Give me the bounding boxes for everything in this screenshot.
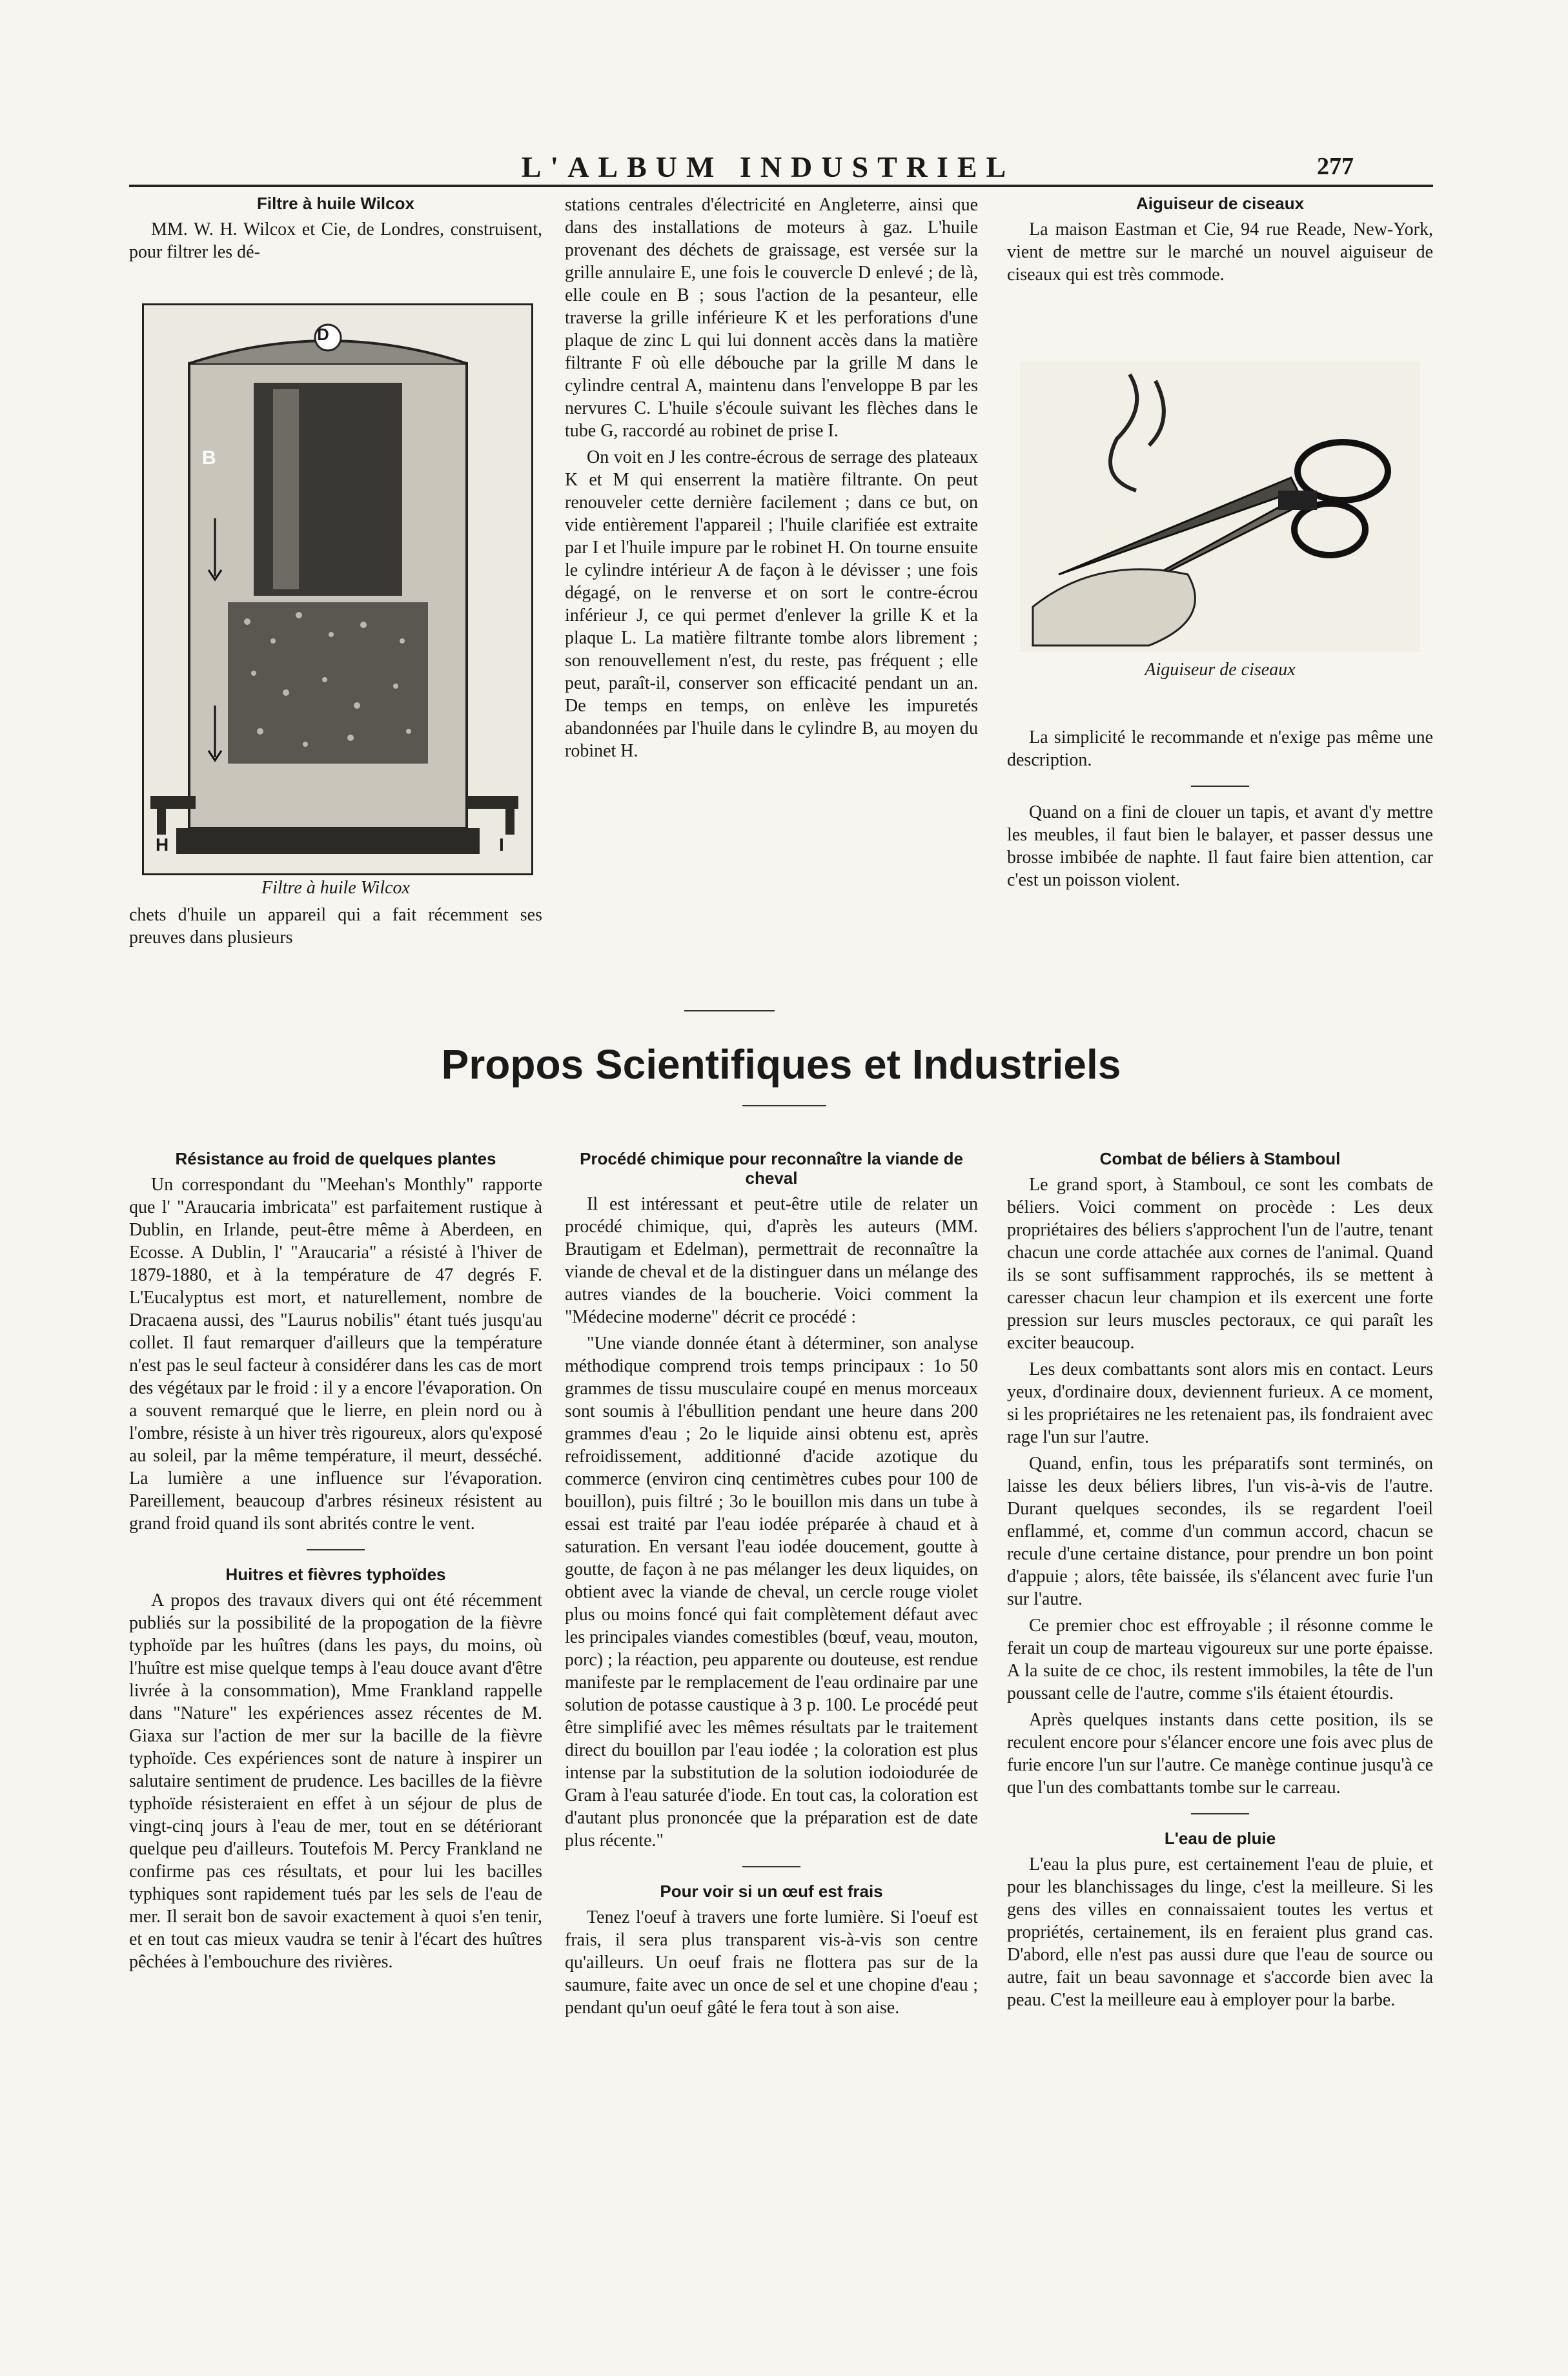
banner-top-rule	[684, 1010, 775, 1011]
oeuf-p1: Tenez l'oeuf à travers une forte lumière. Si l'oeuf est frais, il sera plus transparent vis-à-vis son centre qu'ailleurs. Un oeuf frais ne flottera pas sur de la saumure, faite avec un once de sel et une chopine d'eau ; pendant qu'un oeuf gâté le fera tout à son aise.	[565, 1907, 978, 2018]
wilcox-filter-illustration	[144, 305, 531, 873]
page-number: 277	[1317, 153, 1354, 180]
huitres-p1: A propos des travaux divers qui ont été récemment publiés sur la possibilité de la propogation de la fièvre typhoïde par les huîtres (dans les pays, du moins, où l'huître est mise quelque temps à l'eau douce avant d'être livrée à la consommation), Mme Frankland rappelle dans "Nature" les expériences assez récentes de M. Giaxa sur l'action de mer sur la bacille de la fièvre typhoïde. Ces expériences sont de nature à inspirer un salutaire sentiment de prudence. Les bacilles de la fièvre typhoïde résisteraient en effet à un séjour de plus de vingt-cinq jours à l'eau de mer, tout en se détériorant quelque peu d'ailleurs. Toutefois M. Percy Frankland ne confirme pas ces résultats, et pour lui les bacilles typhiques sont rapidement tués par les sels de l'eau de mer. Il serait bon de savoir exactement à quoi s'en tenir, et en tout cas mieux vaudra se tenir à l'écart des huîtres pêchées à l'embouchure des rivières.	[129, 1590, 542, 1972]
beliers-heading: Combat de béliers à Stamboul	[1099, 1149, 1341, 1168]
wilcox-article	[129, 194, 542, 267]
oeuf-heading: Pour voir si un œuf est frais	[660, 1882, 883, 1901]
divider	[1191, 786, 1249, 787]
wilcox-col2-p1: stations centrales d'électricité en Angleterre, ainsi que dans des installations de moteurs à gaz. L'huile provenant des déchets de graissage, est versée sur la grille annulaire E, une fois le couvercle D enlevé ; de là, elle coule en B ; sous l'action de la pesanteur, elle traverse la grille inférieure K et les perforations d'une plaque de zinc L qui lui donnent accès dans la matière filtrante F où elle débouche par la grille M dans le cylindre central A, maintenu dans l'enveloppe B par les nervures C. L'huile s'écoule suivant les flèches dans le tube G, raccordé au robinet de prise I.	[565, 195, 978, 441]
divider	[307, 1549, 365, 1550]
lower-col-1	[129, 1149, 542, 1977]
procede-p1: Il est intéressant et peut-être utile de relater un procédé chimique, qui, d'après les auteurs (MM. Brautigam et Edelman), permettrait de reconnaître la viande de cheval et de la distinguer dans un mélange des autres viandes de la boucherie. Voici comment la "Médecine moderne" décrit ce procédé :	[565, 1194, 978, 1327]
label-d: D	[317, 325, 329, 344]
scissors-figure	[1020, 361, 1420, 652]
aiguiseur-p1: La maison Eastman et Cie, 94 rue Reade, New-York, vient de mettre sur le marché un nouvel aiguiseur de ciseaux qui est très commode.	[1007, 219, 1433, 285]
aiguiseur-article	[1007, 194, 1433, 290]
aiguiseur-p3: Quand on a fini de clouer un tapis, et avant d'y mettre les meubles, il faut bien le balayer, et passer dessus une brosse imbibée de naphte. Il faut faire bien attention, car c'est un poisson violent.	[1007, 802, 1433, 890]
aiguiseur-heading: Aiguiseur de ciseaux	[1135, 194, 1305, 213]
label-h: H	[156, 835, 169, 855]
beliers-p2: Les deux combattants sont alors mis en contact. Leurs yeux, d'ordinaire doux, deviennent furieux. A ce moment, si les propriétaires ne les retenaient pas, ils fondraient avec rage l'un sur l'autre.	[1007, 1359, 1433, 1447]
procede-p2: "Une viande donnée étant à déterminer, son analyse méthodique comprend trois temps principaux : 1o 50 grammes de tissu musculaire coupé en menus morceaux sont soumis à l'ébullition pendant une heure dans 200 grammes d'eau ; 2o le liquide ainsi obtenu est, après refroidissement, additionné d'acide azotique du commerce (environ cinq centimètres cubes pour 100 de bouillon), puis filtré ; 3o le bouillon mis dans un tube à essai est traité par l'eau iodée préparée à chaud et à saturation. En versant l'eau iodée doucement, goutte à goutte, de façon à ne pas mélanger les deux liquides, on obtient avec la viande de cheval, un cercle rouge violet plus ou moins foncé qui fait complètement défaut avec les principales viandes comestibles (bœuf, veau, mouton, porc) ; la réaction, peu apparente ou douteuse, est rendue manifeste par le remplacement de l'eau ordinaire par une solution de potasse caustique à 3 p. 100. Le procédé peut être simplifié avec les mêmes résultats par le traitement direct du bouillon par l'eau iodée ; la coloration est plus intense par la substitution de la solution iodoiodurée de Gram à l'eau saturée d'iode. En tout cas, la coloration est d'autant plus prononcée que la préparation est de date plus récente."	[565, 1334, 978, 1851]
wilcox-intro: MM. W. H. Wilcox et Cie, de Londres, construisent, pour filtrer les dé-	[129, 219, 542, 262]
label-b: B	[202, 447, 216, 469]
resistance-p1: Un correspondant du "Meehan's Monthly" rapporte que l' "Araucaria imbricata" est parfaitement rustique à Dublin, en Irlande, peut-être même à Aberdeen, en Ecosse. A Dublin, l' "Araucaria" a résisté à l'hiver de 1879-1880, et à la température de 47 degrés F. L'Eucalyptus est mort, et naturellement, nombre de Dracaena aussi, des "Laurus nobilis" étant tués jusqu'au collet. Il faut remarquer d'ailleurs que la température n'est pas le seul facteur à considérer dans les cas de mort des végétaux par le froid : il y a encore l'évaporation. On a souvent remarqué que le lierre, en plein nord ou à l'ombre, résiste à un hiver très rigoureux, alors qu'exposé au soleil, par la même température, il meurt, desséché. La lumière a une influence sur l'évaporation. Pareillement, beaucoup d'arbres résineux résistent au grand froid quand ils sont abrités contre le vent.	[129, 1175, 542, 1534]
wilcox-continuation	[565, 194, 978, 766]
divider	[742, 1866, 800, 1867]
wilcox-intro-end	[129, 904, 542, 953]
beliers-p1: Le grand sport, à Stamboul, ce sont les combats de béliers. Voici comment on procède : Les deux propriétaires des béliers s'approchent l'un de l'autre, tenant chacun une corde attachée aux cornes de l'animal. Quand ils se sont suffisamment rapprochés, ils se mettent à caresser chacun leur champion et ils exercent une forte pression sur leurs muscles pectoraux, ce qui paraît les exciter beaucoup.	[1007, 1175, 1433, 1353]
wilcox-figure	[142, 303, 533, 875]
aiguiseur-caption: Aiguiseur de ciseaux	[1145, 660, 1296, 680]
label-i: I	[499, 835, 504, 855]
beliers-p5: Après quelques instants dans cette position, ils se reculent encore pour s'élancer encore une fois avec plus de furie encore l'un sur l'autre. Ce manège continue jusqu'à ce que l'un des combattants tombe sur le carreau.	[1007, 1710, 1433, 1798]
aiguiseur-lower	[1007, 658, 1433, 895]
section-banner: Propos Scientifiques et Industriels	[441, 1041, 1121, 1088]
banner-bottom-rule	[742, 1105, 826, 1106]
pluie-heading: L'eau de pluie	[1164, 1829, 1276, 1848]
procede-heading: Procédé chimique pour reconnaître la viande de cheval	[580, 1149, 963, 1188]
pluie-p1: L'eau la plus pure, est certainement l'eau de pluie, et pour les blanchissages du linge, c'est la meilleure. Si les gens des villes en connaissaient toutes les vertus et propriétés, certainement, ils en feraient plus grand cas. D'abord, elle n'est pas aussi dure que l'eau de source ou autre, fait un beau savonnage et s'accorde bien avec la peau. C'est la meilleure eau à employer pour la barbe.	[1007, 1854, 1433, 2010]
header-rule	[129, 185, 1433, 187]
running-title: L'ALBUM INDUSTRIEL	[521, 150, 1015, 183]
divider	[1191, 1813, 1249, 1814]
wilcox-intro-end-text: chets d'huile un appareil qui a fait récemment ses preuves dans plusieurs	[129, 905, 542, 948]
lower-col-3	[1007, 1149, 1433, 2015]
resistance-heading: Résistance au froid de quelques plantes	[175, 1149, 496, 1168]
beliers-p4: Ce premier choc est effroyable ; il résonne comme le ferait un coup de marteau vigoureux sur une porte épaisse. A la suite de ce choc, ils restent immobiles, la tête de l'un poussant celle de l'autre, comme s'ils étaient étourdis.	[1007, 1616, 1433, 1703]
huitres-heading: Huitres et fièvres typhoïdes	[225, 1565, 446, 1584]
wilcox-col2-p2: On voit en J les contre-écrous de serrage des plateaux K et M qui enserrent la matière filtrante. On peut renouveler cette dernière facilement ; dans ce but, on vide entièrement l'appareil ; l'huile clarifiée est extraite par I et l'huile impure par le robinet H. On tourne ensuite le cylindre intérieur A de façon à le dévisser ; une fois dégagé, on le renverse et on sort le contre-écrou inférieur J, ce qui permet d'enlever la grille K et la plaque L. La matière filtrante tombe alors librement ; son renouvellement n'est, du reste, pas fréquent ; elle peut, paraît-il, conserver son efficacité pendant un an. De temps en temps, on enlève les impuretés abandonnées par l'huile dans le cylindre B, au moyen du robinet H.	[565, 447, 978, 761]
wilcox-heading: Filtre à huile Wilcox	[257, 194, 414, 213]
lower-col-2	[565, 1149, 978, 2023]
scissors-illustration	[1020, 361, 1420, 652]
wilcox-caption: Filtre à huile Wilcox	[261, 878, 410, 898]
aiguiseur-p2: La simplicité le recommande et n'exige pas même une description.	[1007, 727, 1433, 770]
beliers-p3: Quand, enfin, tous les préparatifs sont terminés, on laisse les deux béliers libres, l'un vis-à-vis de l'autre. Durant quelques secondes, ils se regardent l'oeil enflammé, et, comme d'un commun accord, chacun se recule d'une certaine distance, pour prendre un bon point d'appuie ; alors, tête baissée, ils s'élancent avec furie l'un sur l'autre.	[1007, 1454, 1433, 1609]
